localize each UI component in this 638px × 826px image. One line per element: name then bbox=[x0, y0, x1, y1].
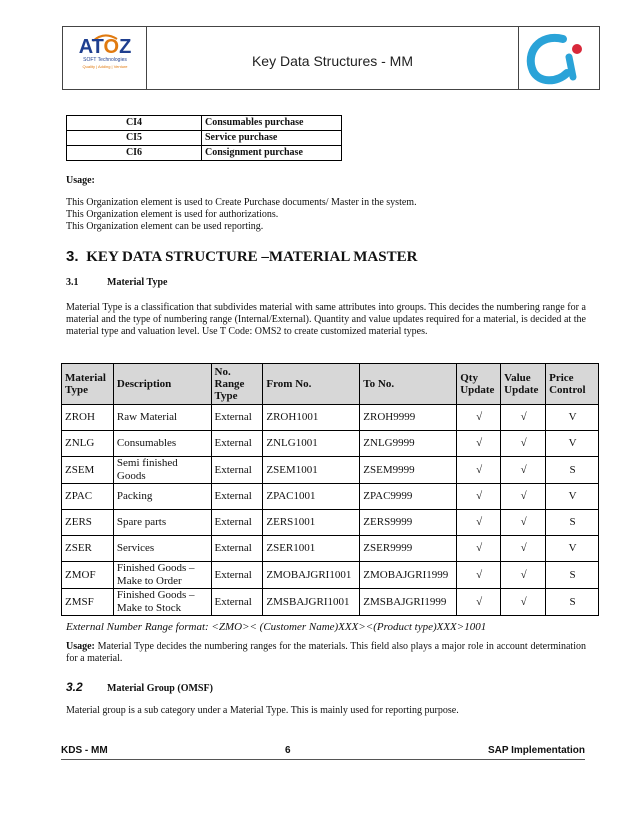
table-row bbox=[62, 431, 599, 457]
atoz-logo-brand: ATOZ bbox=[78, 36, 132, 58]
table-cell: Packing bbox=[113, 484, 211, 510]
table-cell: CI6 bbox=[67, 146, 202, 161]
table-cell: √ bbox=[457, 562, 501, 589]
subsection-title: Material Group (OMSF) bbox=[107, 683, 213, 694]
page-number: 6 bbox=[285, 745, 291, 756]
usage-label-2: Usage: bbox=[66, 641, 95, 652]
table-cell: √ bbox=[501, 589, 546, 616]
section-number: 3. bbox=[66, 248, 79, 265]
table-cell: ZPAC1001 bbox=[263, 484, 360, 510]
atoz-logo bbox=[63, 27, 147, 89]
table-cell: Consumables purchase bbox=[202, 116, 342, 131]
table-cell: External bbox=[211, 562, 263, 589]
table-cell: S bbox=[546, 510, 599, 536]
usage-line-2: This Organization element is used for authorizations. bbox=[66, 209, 279, 220]
table-cell: V bbox=[546, 431, 599, 457]
table-cell: V bbox=[546, 484, 599, 510]
atoz-logo-line2: Quality | Adding | Venture bbox=[82, 64, 128, 69]
table-cell: ZMOBAJGRI1001 bbox=[263, 562, 360, 589]
table-cell: ZNLG bbox=[62, 431, 114, 457]
table-cell: √ bbox=[501, 510, 546, 536]
table-cell: External bbox=[211, 589, 263, 616]
table-cell: √ bbox=[457, 405, 501, 431]
subsection-number: 3.1 bbox=[66, 277, 79, 288]
table-cell: √ bbox=[501, 431, 546, 457]
table-row bbox=[62, 536, 599, 562]
usage-line-3: This Organization element can be used reporting. bbox=[66, 221, 264, 232]
column-header: Value Update bbox=[501, 364, 546, 405]
section-heading bbox=[66, 248, 417, 266]
subsection-title: Material Type bbox=[107, 277, 168, 288]
table-cell: External bbox=[211, 510, 263, 536]
table-cell: S bbox=[546, 457, 599, 484]
table-cell: Consumables bbox=[113, 431, 211, 457]
table-cell: √ bbox=[457, 589, 501, 616]
footer-right: SAP Implementation bbox=[487, 745, 585, 756]
table-cell: Service purchase bbox=[202, 131, 342, 146]
table-cell: ZPAC9999 bbox=[360, 484, 457, 510]
table-cell: External bbox=[211, 484, 263, 510]
page-header bbox=[62, 26, 600, 90]
table-cell: ZSER1001 bbox=[263, 536, 360, 562]
table-row bbox=[62, 562, 599, 589]
table-cell: S bbox=[546, 562, 599, 589]
table-cell: ZROH1001 bbox=[263, 405, 360, 431]
ci-logo-icon bbox=[519, 27, 599, 89]
table-cell: √ bbox=[501, 405, 546, 431]
page-footer bbox=[61, 745, 585, 760]
table-cell: External bbox=[211, 457, 263, 484]
table-row bbox=[62, 510, 599, 536]
table-cell: ZERS1001 bbox=[263, 510, 360, 536]
table-cell: External bbox=[211, 431, 263, 457]
atoz-logo-line1: SOFT Technologies bbox=[83, 57, 127, 63]
subsection-heading-3-2 bbox=[66, 680, 213, 694]
table-cell: V bbox=[546, 536, 599, 562]
table-cell: ZSER bbox=[62, 536, 114, 562]
table-cell: ZMSBAJGRI1999 bbox=[360, 589, 457, 616]
table-cell: Services bbox=[113, 536, 211, 562]
ci-logo bbox=[518, 27, 599, 89]
table-cell: ZERS9999 bbox=[360, 510, 457, 536]
table-cell: ZPAC bbox=[62, 484, 114, 510]
table-row bbox=[67, 131, 342, 146]
table-row bbox=[67, 116, 342, 131]
page-title: Key Data Structures - MM bbox=[251, 53, 414, 69]
table-cell: ZSEM1001 bbox=[263, 457, 360, 484]
table-cell: Consignment purchase bbox=[202, 146, 342, 161]
table-cell: ZROH9999 bbox=[360, 405, 457, 431]
table-cell: √ bbox=[457, 484, 501, 510]
table-cell: ZMOBAJGRI1999 bbox=[360, 562, 457, 589]
table-row bbox=[62, 457, 599, 484]
usage-label: Usage: bbox=[66, 175, 95, 186]
table-row bbox=[62, 405, 599, 431]
table-cell: Semi finished Goods bbox=[113, 457, 211, 484]
table-cell: √ bbox=[501, 562, 546, 589]
table-cell: √ bbox=[457, 457, 501, 484]
footer-left: KDS - MM bbox=[61, 745, 108, 756]
table-cell: ZROH bbox=[62, 405, 114, 431]
material-type-table bbox=[61, 363, 599, 616]
column-header: From No. bbox=[263, 364, 360, 405]
table-cell: √ bbox=[501, 536, 546, 562]
table-cell: Spare parts bbox=[113, 510, 211, 536]
table-cell: External bbox=[211, 536, 263, 562]
table-cell: ZERS bbox=[62, 510, 114, 536]
table-cell: ZMSBAJGRI1001 bbox=[263, 589, 360, 616]
table-cell: Finished Goods – Make to Order bbox=[113, 562, 211, 589]
table-cell: ZMSF bbox=[62, 589, 114, 616]
table-cell: ZMOF bbox=[62, 562, 114, 589]
material-type-paragraph: Material Type is a classification that subdivides material with same attributes into groups. This decides the numbering range for a material and the type of numbering range (Internal/External). Quantity and value updates required for a material, is decided at the material type and valuation level. Use T Code: OMS2 to create customized material types. bbox=[66, 302, 586, 337]
table-header-row bbox=[62, 364, 599, 405]
table-cell: ZNLG1001 bbox=[263, 431, 360, 457]
table-cell: CI5 bbox=[67, 131, 202, 146]
table-cell: ZSEM9999 bbox=[360, 457, 457, 484]
table-cell: √ bbox=[457, 536, 501, 562]
column-header: No. Range Type bbox=[211, 364, 263, 405]
column-header: Description bbox=[113, 364, 211, 405]
table-cell: √ bbox=[457, 510, 501, 536]
material-group-paragraph: Material group is a sub category under a Material Type. This is mainly used for reporting purpose. bbox=[66, 705, 459, 716]
table-cell: V bbox=[546, 405, 599, 431]
subsection-number: 3.2 bbox=[66, 680, 83, 694]
table-cell: √ bbox=[501, 457, 546, 484]
table-cell: External bbox=[211, 405, 263, 431]
column-header: Material Type bbox=[62, 364, 114, 405]
column-header: Price Control bbox=[546, 364, 599, 405]
section-title: KEY DATA STRUCTURE –MATERIAL MASTER bbox=[86, 249, 418, 265]
table-row bbox=[62, 589, 599, 616]
table-row bbox=[62, 484, 599, 510]
external-range-format: External Number Range format: <ZMO>< (Customer Name)XXX><(Product type)XXX>1001 bbox=[66, 621, 487, 633]
column-header: Qty Update bbox=[457, 364, 501, 405]
table-cell: Raw Material bbox=[113, 405, 211, 431]
table-cell: Finished Goods – Make to Stock bbox=[113, 589, 211, 616]
column-header: To No. bbox=[360, 364, 457, 405]
table-row bbox=[67, 146, 342, 161]
purchase-org-table bbox=[66, 115, 342, 161]
table-cell: √ bbox=[457, 431, 501, 457]
table-cell: ZSEM bbox=[62, 457, 114, 484]
table-cell: ZNLG9999 bbox=[360, 431, 457, 457]
subsection-heading-3-1 bbox=[66, 277, 167, 288]
table-cell: S bbox=[546, 589, 599, 616]
usage-paragraph bbox=[66, 641, 586, 665]
usage-line-1: This Organization element is used to Create Purchase documents/ Master in the system. bbox=[66, 197, 417, 208]
usage-text-2: Material Type decides the numbering ranges for the materials. This field also plays a major role in account determination for a material. bbox=[66, 641, 586, 664]
table-cell: ZSER9999 bbox=[360, 536, 457, 562]
table-cell: CI4 bbox=[67, 116, 202, 131]
table-cell: √ bbox=[501, 484, 546, 510]
